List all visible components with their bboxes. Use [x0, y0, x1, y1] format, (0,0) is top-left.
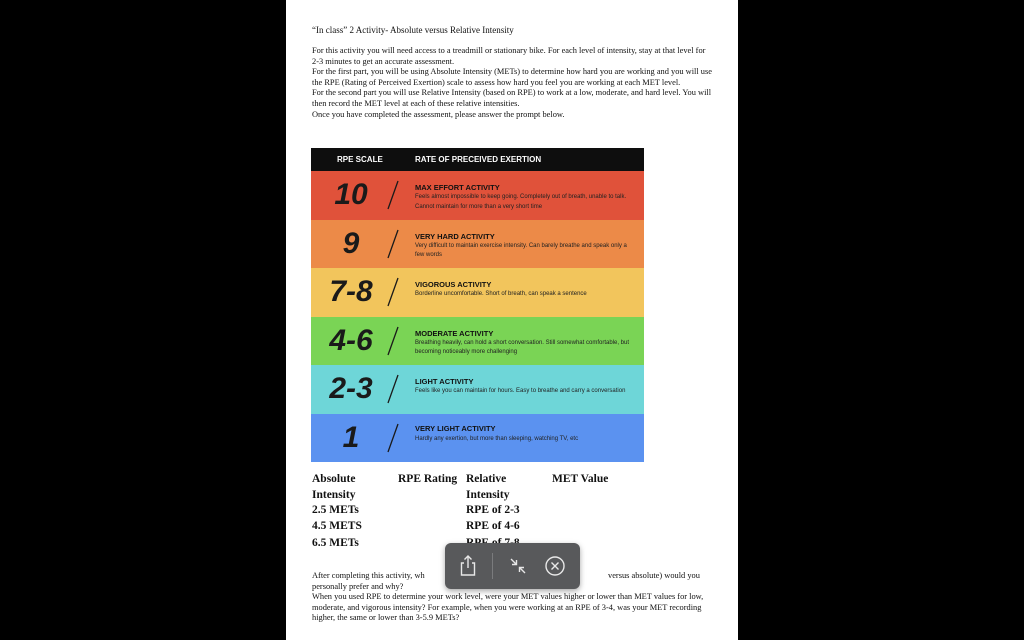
rpe-activity-desc: Hardly any exertion, but more than sleeping, watching TV, etc [415, 435, 579, 442]
slash-divider [387, 229, 399, 259]
instruction-paragraph: For the second part you will use Relative Intensity (based on RPE) to work at a low, moderate, and hard level. You will then record the MET level at each of these relative intensities. [312, 88, 712, 108]
rpe-activity-name: VERY HARD ACTIVITY [415, 231, 495, 241]
close-button[interactable] [542, 553, 568, 579]
rpe-number: 9 [342, 226, 360, 260]
floating-toolbar [445, 543, 580, 589]
slash-divider [387, 180, 399, 210]
rpe-number: 2-3 [329, 372, 373, 405]
slash-divider [387, 374, 399, 404]
rpe-chart-header [311, 148, 644, 171]
absolute-cell: 6.5 METs [312, 537, 359, 549]
rpe-chart [311, 148, 644, 462]
rpe-activity-desc: Very difficult to maintain exercise intensity. Can barely breathe and speak only a few words [415, 242, 627, 258]
rpe-activity-desc: Breathing heavily, can hold a short conversation. Still somewhat comfortable, but becoming noticeably more challenging [415, 339, 630, 355]
rpe-activity-name: MAX EFFORT ACTIVITY [415, 183, 500, 192]
slash-divider [387, 326, 399, 356]
rpe-number: 7-8 [329, 275, 373, 308]
header-met-value: MET Value [552, 473, 609, 485]
header-relative-intensity: Relative Intensity [466, 473, 510, 501]
rpe-number: 1 [342, 420, 360, 454]
rpe-number: 10 [334, 178, 368, 211]
rpe-row [311, 365, 644, 414]
close-circle-icon [544, 555, 566, 577]
rpe-activity-desc: Feels almost impossible to keep going. Completely out of breath, unable to talk. Cannot maintain for more than a very short time [415, 194, 627, 210]
rpe-number: 4-6 [329, 323, 373, 357]
instruction-paragraph: For this activity you will need access to a treadmill or stationary bike. For each level of intensity, stay at that level for 2-3 minutes to get an accurate assessment. [312, 46, 706, 66]
collapse-button[interactable] [505, 553, 531, 579]
slash-divider [387, 423, 399, 453]
prompt-line1-right: versus absolute) would you [608, 571, 700, 580]
rpe-activity-name: VIGOROUS ACTIVITY [415, 280, 492, 289]
collapse-icon [508, 556, 528, 576]
rpe-activity-name: LIGHT ACTIVITY [415, 377, 474, 386]
prompt-line1-left: After completing this activity, wh [312, 571, 425, 580]
relative-cell: RPE of 2-3 [466, 504, 520, 516]
absolute-cell: 2.5 METs [312, 504, 359, 516]
rpe-row [311, 171, 644, 220]
prompt-line2: personally prefer and why? [312, 581, 404, 591]
rpe-activity-desc: Feels like you can maintain for hours. Easy to breathe and carry a conversation [415, 388, 626, 394]
rpe-activity-name: VERY LIGHT ACTIVITY [415, 423, 496, 433]
toolbar-divider [492, 553, 493, 579]
instruction-paragraph: For the first part, you will be using Absolute Intensity (METs) to determine how hard you are working and you will use the RPE (Rating of Perceived Exertion) scale to assess how hard you feel you are working at each MET level. [312, 67, 712, 87]
instructions [312, 46, 712, 120]
instruction-paragraph: Once you have completed the assessment, please answer the prompt below. [312, 109, 565, 119]
document-title: “In class” 2 Activity- Absolute versus Relative Intensity [312, 25, 514, 35]
rpe-activity-desc: Borderline uncomfortable. Short of breath, can speak a sentence [415, 291, 587, 297]
share-button[interactable] [455, 553, 481, 579]
absolute-cell: 4.5 METS [312, 520, 362, 532]
rpe-scale-heading: RPE SCALE [337, 155, 383, 164]
rpe-rows [311, 171, 644, 462]
slash-divider [387, 277, 399, 307]
rpe-row [311, 317, 644, 366]
rpe-rate-heading: RATE OF PRECEIVED EXERTION [415, 155, 542, 164]
rpe-row [311, 220, 644, 269]
relative-cell: RPE of 4-6 [466, 520, 520, 532]
rpe-activity-name: MODERATE ACTIVITY [415, 328, 494, 338]
rpe-row [311, 414, 644, 463]
share-icon [458, 555, 478, 577]
header-rpe-rating: RPE Rating [398, 473, 458, 485]
prompt-question: When you used RPE to determine your work level, were your MET values higher or lower than MET values for low, moderate, and vigorous intensity? For example, when you were working at an RPE of 3-4, was your MET recording higher, the same or lower than 3-5.9 METs? [312, 592, 704, 623]
rpe-row [311, 268, 644, 317]
header-absolute-intensity: Absolute Intensity [312, 473, 356, 501]
